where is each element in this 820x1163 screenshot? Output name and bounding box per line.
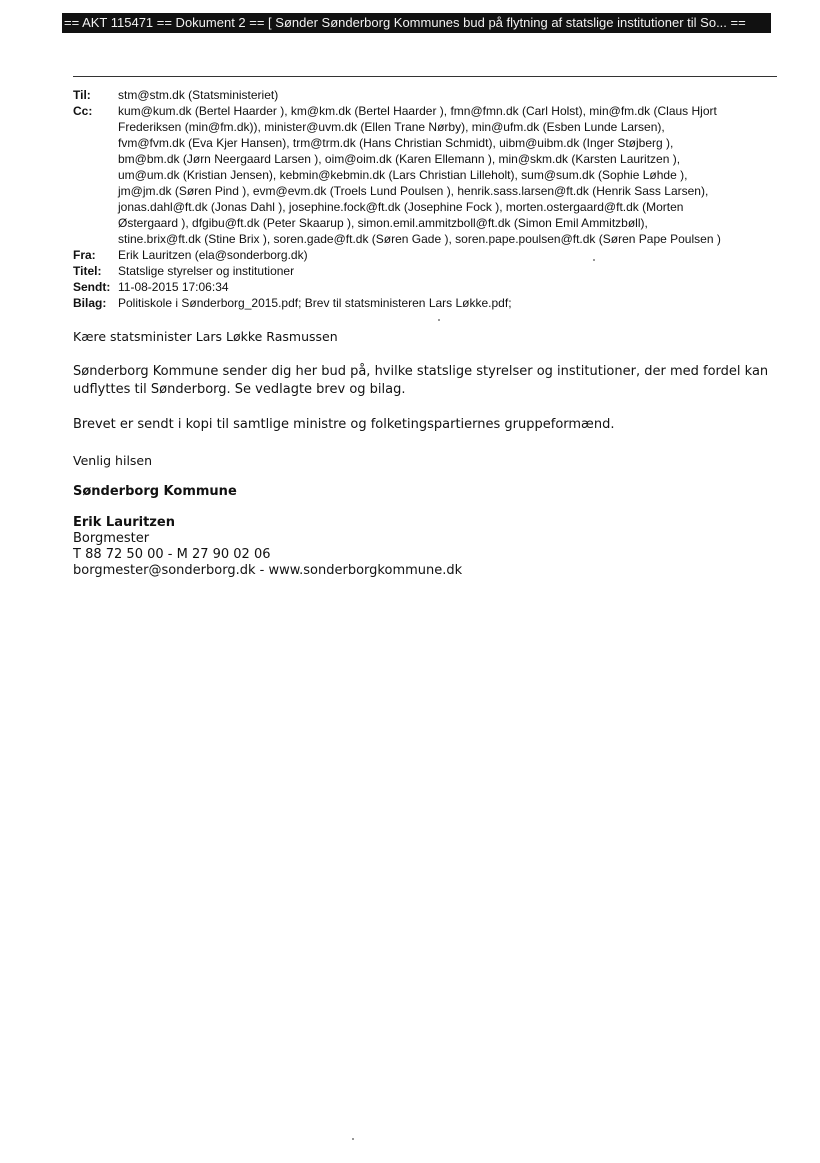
to-value: stm@stm.dk (Statsministeriet) (118, 88, 279, 102)
cc-line: jm@jm.dk (Søren Pind ), evm@evm.dk (Troels Lund Poulsen ), henrik.sass.larsen@ft.dk (Henrik Sass Larsen), (118, 184, 709, 198)
copy-paragraph: Brevet er sendt i kopi til samtlige ministre og folketingspartiernes gruppeformænd. (73, 417, 615, 432)
main-paragraph-line: Sønderborg Kommune sender dig her bud på, hvilke statslige styrelser og institutioner, der med fordel kan (73, 364, 769, 379)
signature-title: Borgmester (73, 531, 150, 546)
cc-label: Cc: (73, 104, 93, 118)
subject-value: Statslige styrelser og institutioner (118, 264, 295, 278)
sent-row (73, 279, 773, 295)
cc-line: stine.brix@ft.dk (Stine Brix ), soren.gade@ft.dk (Søren Gade ), soren.pape.poulsen@ft.dk (Søren Pape Poulsen ) (118, 232, 721, 246)
closing: Venlig hilsen (73, 453, 153, 468)
cc-line: jonas.dahl@ft.dk (Jonas Dahl ), josephine.fock@ft.dk (Josephine Fock ), morten.ostergaard@ft.dk (Morten (118, 200, 684, 214)
attachments-value: Politiskole i Sønderborg_2015.pdf; Brev til statsministeren Lars Løkke.pdf; (118, 296, 512, 310)
cc-row (73, 103, 773, 247)
signature-name: Erik Lauritzen (73, 515, 175, 530)
subject-label: Titel: (73, 264, 102, 278)
from-value: Erik Lauritzen (ela@sonderborg.dk) (118, 248, 308, 262)
main-paragraph (73, 363, 773, 399)
cc-line: bm@bm.dk (Jørn Neergaard Larsen ), oim@oim.dk (Karen Ellemann ), min@skm.dk (Karsten Lauritzen ), (118, 152, 681, 166)
signature-phone: T 88 72 50 00 - M 27 90 02 06 (73, 547, 271, 562)
scan-speck (352, 1138, 354, 1140)
sent-value: 11-08-2015 17:06:34 (118, 280, 229, 294)
cc-value (118, 103, 773, 247)
from-row (73, 247, 773, 263)
cc-line: kum@kum.dk (Bertel Haarder ), km@km.dk (Bertel Haarder ), fmn@fmn.dk (Carl Holst), min@fm.dk (Claus Hjort (118, 104, 717, 118)
main-paragraph-line: udflyttes til Sønderborg. Se vedlagte brev og bilag. (73, 382, 406, 397)
to-row (73, 87, 773, 103)
signature-block (73, 515, 462, 579)
attachments-label: Bilag: (73, 296, 107, 310)
signature-contact: borgmester@sonderborg.dk - www.sonderborgkommune.dk (73, 563, 463, 578)
sent-label: Sendt: (73, 280, 111, 294)
from-label: Fra: (73, 248, 96, 262)
email-header (73, 87, 773, 311)
cc-line: Frederiksen (min@fm.dk)), minister@uvm.dk (Ellen Trane Nørby), min@ufm.dk (Esben Lunde Larsen), (118, 120, 665, 134)
attachments-row (73, 295, 773, 311)
scan-speck (593, 259, 595, 261)
scan-speck (438, 319, 440, 321)
header-divider (73, 76, 777, 77)
cc-line: um@um.dk (Kristian Jensen), kebmin@kebmin.dk (Lars Christian Lilleholt), sum@sum.dk (Sophie Løhde ), (118, 168, 688, 182)
document-banner: == AKT 115471 == Dokument 2 == [ Sønder Sønderborg Kommunes bud på flytning af statslige institutioner til So... == (62, 13, 771, 33)
subject-row (73, 263, 773, 279)
organization-name: Sønderborg Kommune (73, 484, 237, 499)
to-label: Til: (73, 88, 91, 102)
cc-line: fvm@fvm.dk (Eva Kjer Hansen), trm@trm.dk (Hans Christian Schmidt), uibm@uibm.dk (Inger Støjberg ), (118, 136, 674, 150)
greeting: Kære statsminister Lars Løkke Rasmussen (73, 329, 338, 344)
cc-line: Østergaard ), dfgibu@ft.dk (Peter Skaarup ), simon.emil.ammitzboll@ft.dk (Simon Emil Ammitzbøll), (118, 216, 648, 230)
